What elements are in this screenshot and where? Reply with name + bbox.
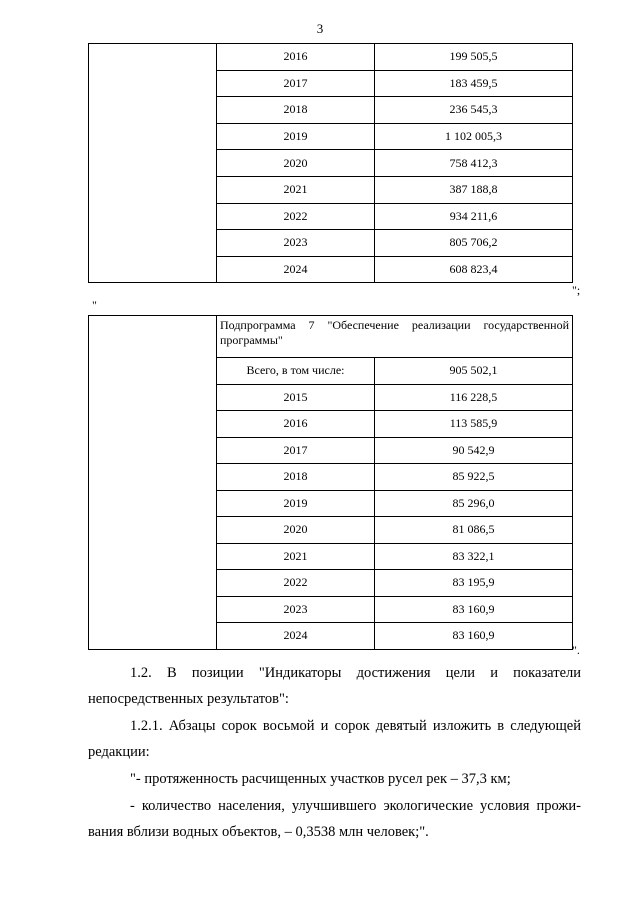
year-cell: 2022 <box>217 203 375 230</box>
year-cell: 2016 <box>217 44 375 71</box>
value-cell: 83 195,9 <box>375 570 573 597</box>
paragraph-4-line-1: - количество населения, улучшившего экологические условия прожи- <box>130 798 581 814</box>
value-cell: 116 228,5 <box>375 384 573 411</box>
table2-closing-quote: ". <box>572 643 580 657</box>
year-cell: 2020 <box>217 517 375 544</box>
year-cell: 2023 <box>217 596 375 623</box>
table-empty-cell <box>89 316 217 650</box>
year-cell: 2021 <box>217 176 375 203</box>
paragraph-1-line-2: непосредственных результатов": <box>88 691 289 707</box>
paragraph-2-line-1: 1.2.1. Абзацы сорок восьмой и сорок девятый изложить в следующей <box>130 718 581 734</box>
table-empty-cell <box>89 44 217 283</box>
value-cell: 85 296,0 <box>375 490 573 517</box>
table2-opening-quote: " <box>92 298 97 312</box>
year-cell: 2020 <box>217 150 375 177</box>
paragraph-2-line-2: редакции: <box>88 744 150 760</box>
paragraph-1-line-1: 1.2. В позиции "Индикаторы достижения цели и показатели <box>130 665 581 681</box>
year-cell: 2023 <box>217 230 375 257</box>
year-cell: 2024 <box>217 623 375 650</box>
year-cell: 2017 <box>217 437 375 464</box>
year-cell: 2015 <box>217 384 375 411</box>
subprogram-title: Подпрограмма 7 "Обеспечение реализации государственной программы" <box>217 316 573 358</box>
value-cell: 934 211,6 <box>375 203 573 230</box>
value-cell: 758 412,3 <box>375 150 573 177</box>
paragraph-3: "- протяженность расчищенных участков русел рек – 37,3 км; <box>130 771 511 787</box>
page-number: 3 <box>316 21 324 36</box>
year-cell: 2021 <box>217 543 375 570</box>
table1-closing-quote: "; <box>572 283 581 297</box>
table-row <box>89 44 573 71</box>
table-row <box>89 316 573 358</box>
value-cell: 236 545,3 <box>375 97 573 124</box>
value-cell: 183 459,5 <box>375 70 573 97</box>
year-cell: 2022 <box>217 570 375 597</box>
funding-table-continued <box>88 43 573 283</box>
subprogram-7-table <box>88 315 573 650</box>
year-cell: 2018 <box>217 464 375 491</box>
value-cell: 199 505,5 <box>375 44 573 71</box>
value-cell: 1 102 005,3 <box>375 123 573 150</box>
value-cell: 113 585,9 <box>375 411 573 438</box>
value-cell: 85 922,5 <box>375 464 573 491</box>
total-label: Всего, в том числе: <box>217 358 375 385</box>
year-cell: 2019 <box>217 123 375 150</box>
total-value: 905 502,1 <box>375 358 573 385</box>
year-cell: 2018 <box>217 97 375 124</box>
year-cell: 2024 <box>217 256 375 283</box>
value-cell: 90 542,9 <box>375 437 573 464</box>
value-cell: 83 160,9 <box>375 623 573 650</box>
year-cell: 2019 <box>217 490 375 517</box>
value-cell: 83 160,9 <box>375 596 573 623</box>
value-cell: 81 086,5 <box>375 517 573 544</box>
paragraph-4-line-2: вания вблизи водных объектов, – 0,3538 млн человек;". <box>88 824 429 840</box>
value-cell: 387 188,8 <box>375 176 573 203</box>
year-cell: 2017 <box>217 70 375 97</box>
value-cell: 83 322,1 <box>375 543 573 570</box>
value-cell: 805 706,2 <box>375 230 573 257</box>
year-cell: 2016 <box>217 411 375 438</box>
value-cell: 608 823,4 <box>375 256 573 283</box>
